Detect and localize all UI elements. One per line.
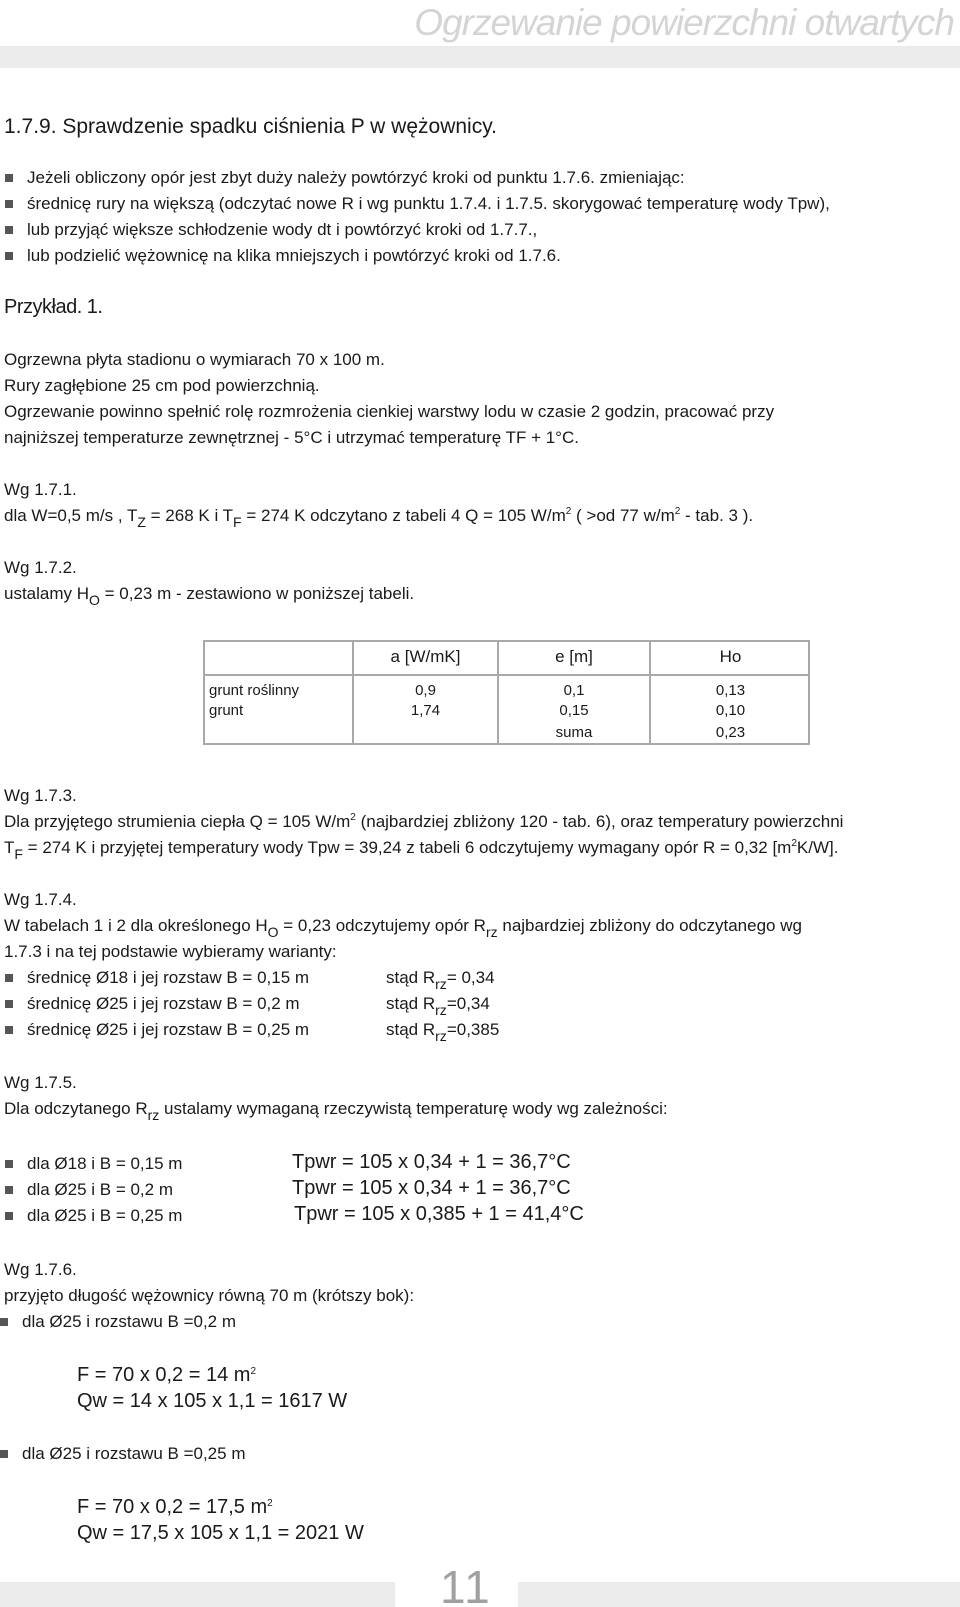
page-number: 11: [440, 1561, 492, 1607]
header-band: [0, 46, 960, 68]
formula: Tpwr = 105 x 0,34 + 1 = 36,7°C: [292, 1151, 571, 1173]
table-header-row: [203, 640, 810, 675]
table-row: [203, 699, 810, 721]
step-heading: Wg 1.7.3.: [4, 786, 77, 805]
table-header: Ho: [650, 640, 810, 675]
step3-text-line1: Dla przyjętego strumienia ciepła Q = 105 $W/m^2$ (najbardziej zbliżony 120 - tab. 6), oraz temperatury powierzchni: [4, 812, 844, 831]
table-row: [203, 675, 810, 699]
variant-result: stąd $R_{rz}=0,385$: [386, 1020, 500, 1044]
list-item: lub przyjąć większe schłodzenie wody dt i powtórzyć kroki od 1.7.7.,: [27, 220, 538, 239]
step1-text: dla W=0,5 m/s , $T_Z = 268$ K i $T_F = 274$ K odczytano z tabeli 4 Q = 105 $W/m^2$ ( >od 77 $w/m^2$ - tab. 3 ).: [4, 506, 754, 530]
footer-band: [0, 1582, 395, 1607]
step5-text: Dla odczytanego $R_{rz}$ ustalamy wymaganą rzeczywistą temperaturę wody wg zależności:: [4, 1099, 668, 1123]
step6-text: przyjęto długość wężownicy równą 70 m (krótszy bok):: [4, 1286, 415, 1305]
section-heading: 1.7.9. Sprawdzenie spadku ciśnienia P w wężownicy.: [4, 115, 497, 138]
example-line: Ogrzewanie powinno spełnić rolę rozmrożenia cienkiej warstwy lodu w czasie 2 godzin, pracować przy: [4, 402, 775, 421]
step4-text-line1: W tabelach 1 i 2 dla określonego $H_O = 0,23$ odczytujemy opór $R_{rz}$ najbardziej zbliżony do odczytanego wg: [4, 916, 802, 940]
step-heading: Wg 1.7.2.: [4, 558, 77, 577]
list-item: dla Ø25 i B = 0,25 m: [27, 1206, 183, 1225]
formula: Qw = 14 x 105 x 1,1 = 1617 W: [77, 1390, 348, 1412]
formula: Tpwr = 105 x 0,385 + 1 = 41,4°C: [294, 1203, 584, 1225]
step3-text-line2: $T_F = 274$ K i przyjętej temperatury wody Tpw = 39,24 z tabeli 6 odczytujemy wymagany opór R = 0,32 $[m^2K/W]$.: [4, 838, 839, 862]
example-title: Przykład. 1.: [4, 296, 103, 318]
list-item: średnicę Ø25 i jej rozstaw B = 0,25 m: [27, 1020, 310, 1039]
table-cell: 1,74: [353, 699, 498, 721]
step-heading: Wg 1.7.6.: [4, 1260, 77, 1279]
table-row: [203, 721, 810, 743]
table-cell: grunt roślinny: [203, 675, 353, 699]
list-item: Jeżeli obliczony opór jest zbyt duży należy powtórzyć kroki od punktu 1.7.6. zmieniając:: [27, 168, 685, 187]
table-cell: 0,23: [715, 723, 746, 741]
list-item: dla Ø18 i B = 0,15 m: [27, 1154, 183, 1173]
table-cell: 0,9: [353, 675, 498, 699]
formula: F = 70 x 0,2 = 14 $m^2$: [77, 1364, 256, 1386]
step-heading: Wg 1.7.4.: [4, 890, 77, 909]
example-line: Rury zagłębione 25 cm pod powierzchnią.: [4, 376, 320, 395]
footer-band: [518, 1582, 960, 1607]
table-cell: 0,10: [715, 701, 746, 719]
example-line: Ogrzewna płyta stadionu o wymiarach 70 x 100 m.: [4, 350, 385, 369]
header-title: Ogrzewanie powierzchni otwartych: [414, 2, 954, 43]
step-heading: Wg 1.7.5.: [4, 1073, 77, 1092]
table-header: a [W/mK]: [353, 640, 498, 675]
variant-result: stąd $R_{rz}= 0,34$: [386, 968, 495, 992]
formula: Qw = 17,5 x 105 x 1,1 = 2021 W: [77, 1522, 364, 1544]
step2-text: ustalamy $H_O = 0,23$ m - zestawiono w poniższej tabeli.: [4, 584, 415, 608]
list-item: dla Ø25 i rozstawu B =0,2 m: [22, 1312, 237, 1331]
list-item: średnicę rury na większą (odczytać nowe R i wg punktu 1.7.4. i 1.7.5. skorygować temperaturę wody Tpw),: [27, 194, 830, 213]
table-cell: [353, 721, 498, 743]
formula: Tpwr = 105 x 0,34 + 1 = 36,7°C: [292, 1177, 571, 1199]
list-item: średnicę Ø25 i jej rozstaw B = 0,2 m: [27, 994, 300, 1013]
table-cell: [203, 721, 353, 743]
step-heading: Wg 1.7.1.: [4, 480, 77, 499]
list-item: dla Ø25 i B = 0,2 m: [27, 1180, 173, 1199]
list-item: lub podzielić wężownicę na klika mniejszych i powtórzyć kroki od 1.7.6.: [27, 246, 561, 265]
variant-result: stąd $R_{rz}=0,34$: [386, 994, 490, 1018]
example-line: najniższej temperaturze zewnętrznej - 5°C i utrzymać temperaturę TF + 1°C.: [4, 428, 579, 447]
step4-text-line2: 1.7.3 i na tej podstawie wybieramy warianty:: [4, 942, 337, 961]
soil-table: [203, 640, 810, 743]
formula: F = 70 x 0,2 = 17,5 $m^2$: [77, 1496, 273, 1518]
table-cell: 0,1: [498, 675, 650, 699]
table-cell: grunt: [203, 699, 353, 721]
table-cell: 0,13: [715, 682, 746, 699]
table-header: [203, 640, 353, 675]
table-cell: 0,15: [498, 699, 650, 721]
list-item: dla Ø25 i rozstawu B =0,25 m: [22, 1444, 246, 1463]
list-item: średnicę Ø18 i jej rozstaw B = 0,15 m: [27, 968, 310, 987]
table-header: e [m]: [498, 640, 650, 675]
table-cell: suma: [498, 721, 650, 743]
